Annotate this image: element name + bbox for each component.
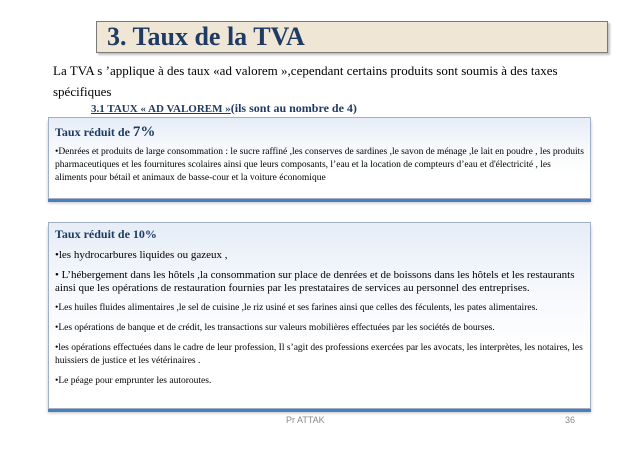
- slide-title-box: [96, 21, 608, 53]
- page-number: 36: [565, 415, 576, 425]
- list-item: •Les huiles fluides alimentaires ,le sel de cuisine ,le riz usiné et ses farines ainsi que celles des féculents, les pates alimentaires.: [55, 303, 538, 313]
- list-item: •les hydrocarbures liquides ou gazeux ,: [55, 249, 228, 261]
- list-item: •Le péage pour emprunter les autoroutes.: [55, 376, 212, 386]
- rate-7-heading-value: 7%: [132, 124, 156, 140]
- footer-author: Pr ATTAK: [286, 415, 325, 425]
- slide-title: 3. Taux de la TVA: [107, 22, 305, 51]
- rate-10-heading: Taux réduit de 10%: [55, 227, 157, 241]
- subheading-note: (ils sont au nombre de 4): [230, 101, 357, 115]
- rate-7-card: [48, 117, 591, 199]
- list-item: •les opérations effectuées dans le cadre de leur profession, Il s’agit des professions exercées par les avocats, les interprètes, les notaires, les huissiers de justice et les vétérinaires .: [55, 343, 583, 366]
- list-item: • L’hébergement dans les hôtels ,la consommation sur place de denrées et de boissons dans les hôtels et les restaurants ainsi que les opérations de restauration fournies par les prestataires de services au personnel des entreprises.: [55, 269, 575, 294]
- section-subheading: [91, 101, 357, 116]
- rate-7-heading-label: Taux réduit de: [55, 125, 133, 139]
- rate-7-heading: [55, 124, 584, 141]
- subheading-main: 3.1 TAUX « AD VALOREM »: [91, 103, 231, 115]
- rate-10-card: [48, 222, 591, 409]
- rate-7-body: •Denrées et produits de large consommation : le sucre raffiné ,les conserves de sardines ,le savon de ménage ,le lait en poudre , les produits pharmaceutiques et les fournitures scolaires ainsi que leurs composants, l’eau et la location de compteurs d’eau et d'électricité , les aliments pour bétail et animaux de basse-cour et la voiture économique: [55, 147, 585, 183]
- intro-text: La TVA s ’applique à des taux «ad valorem »,cependant certains produits sont soumis à des taxes spécifiques: [53, 63, 558, 99]
- list-item: •Les opérations de banque et de crédit, les transactions sur valeurs mobilières effectuées par les sociétés de bourses.: [55, 323, 495, 333]
